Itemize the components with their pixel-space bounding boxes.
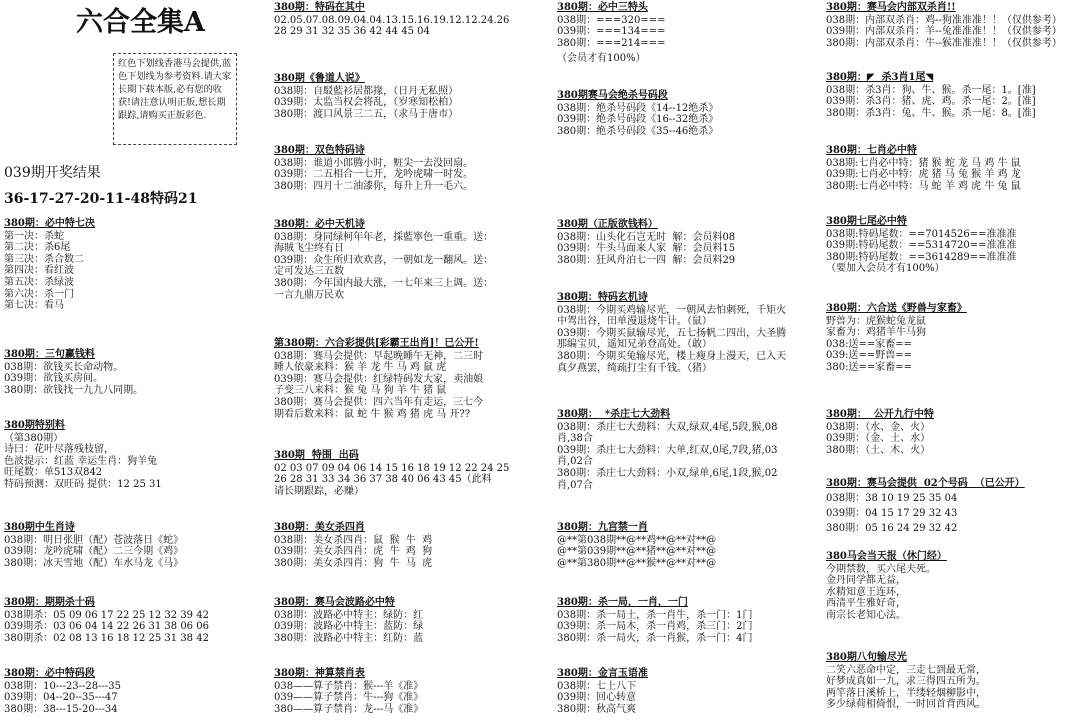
section-line: 038期：明日张胆（配）苍波落日《蛇》 (4, 534, 184, 546)
section-line: 039期：欲钱买房间。 (4, 373, 104, 385)
section-c4-2 (826, 145, 1078, 192)
section-title: 380期：赛马会波路必中特 (274, 597, 395, 608)
section-c4-0 (826, 2, 1078, 49)
section-line: 038期杀：05 09 06 17 22 25 12 32 39 42 (4, 609, 209, 621)
section-line: 第五决：杀绿波 (4, 276, 74, 288)
section-title: 380期：必中天机诗 (274, 219, 365, 230)
section-line: 038期：山头化石岂无时 解：会员料08 (557, 231, 736, 243)
section-c2-4 (274, 338, 540, 420)
section-line: 039期：众生所归欢欢喜，一朝如龙一翻风。送： (274, 254, 494, 266)
column-2 (270, 0, 542, 723)
section-line: 野兽为：虎猴蛇兔龙鼠 (826, 315, 926, 327)
section-title: 380期：特码在其中 (274, 2, 365, 13)
section-c2-7 (274, 597, 540, 644)
section-line: 380期：冰天雪地（配）车水马龙《马》 (4, 557, 184, 569)
section-line: 039期：（金、土、水） (826, 433, 931, 445)
column-4 (822, 0, 1080, 723)
section-title: 380期赛马会绝杀号码段 (557, 90, 668, 101)
section-c1-5 (4, 668, 263, 715)
section-line: 038期:特码尾数：==7014526==准准准 (826, 228, 1017, 240)
section-line: 038期：38 10 19 25 35 04 (826, 492, 958, 504)
section-line: @**第038期**@**鸡**@**对**@ (557, 534, 717, 546)
column-1 (0, 0, 265, 723)
section-c2-8 (274, 668, 540, 715)
section-line: 380期：（土、木、火） (826, 444, 931, 456)
section-title: 380期 特围 出码 (274, 450, 359, 461)
section-c2-0 (274, 2, 540, 38)
section-line: 039期：杀3肖：猪、虎、鸡。杀一尾：2。[准] (826, 96, 1036, 108)
section-c3-3 (557, 292, 816, 374)
section-line: 肖,02合 (557, 456, 593, 468)
section-line: 二笑六恶命中定，三走七到最无常， (826, 664, 986, 676)
section-line: 039——算子禁肖：牛---狗《准》 (274, 692, 424, 704)
section-title: 380期： *杀庄七大劲料 (557, 409, 671, 420)
section-title: 380期：特码玄机诗 (557, 292, 648, 303)
section-line: 380期：今期买兔输尽光，楼上瘦身上漫天，已入天 (557, 350, 787, 362)
section-title: 380期：九宫禁一肖 (557, 522, 648, 533)
section-line: （会员才有100%） (557, 53, 646, 65)
section-line: 380——算子禁肖：龙---马《准》 (274, 703, 424, 715)
section-title: 380期：六合送《野兽与家畜》 (826, 303, 967, 314)
section-c4-3 (826, 216, 1078, 275)
section-c3-2 (557, 219, 816, 266)
section-line: 039期：赛马会提供：红绿特码发大家，卖油娘 (274, 373, 484, 385)
section-line: 039期：牛头马面来人家 解：会员料15 (557, 243, 736, 255)
section-line: 第一决：杀蛇 (4, 230, 64, 242)
section-c1-2 (4, 420, 263, 491)
section-line: 038——算子禁肖：猴---羊《准》 (274, 680, 424, 692)
section-line: 好梦成真如一九，求三得四五所为。 (826, 676, 986, 688)
section-line: 旺尾数：单513双842 (4, 467, 103, 479)
section-line: 380期：杀一局火，杀一肖猴，杀一门：4门 (557, 632, 753, 644)
section-line: 380期：杀庄七大劲料：小双,绿单,6尾,1段,猴,02 (557, 467, 778, 479)
section-title: 380期：神算禁肖表 (274, 668, 365, 679)
page-title: 六合全集A (76, 7, 205, 38)
result-title: 039期开奖结果 (4, 165, 101, 181)
section-title: 380期：七肖必中特 (826, 145, 917, 156)
section-line: 一言九鼎万民欢 (274, 289, 344, 301)
section-line: 039期：美女杀四肖：虎 牛 鸡 狗 (274, 546, 433, 558)
section-title: 380期：双色特码诗 (274, 145, 365, 156)
section-line: 380期：四月十二油漆你，每升上升一毛六。 (274, 180, 474, 192)
section-line: 038期：自駁藍衫居都掾，（日月无私照） (274, 85, 459, 97)
section-line: 今期禁数，买六尾夫死。 (826, 563, 936, 575)
section-line: 038期：绝杀号码段《14--12绝杀》 (557, 102, 719, 114)
section-c3-6 (557, 597, 816, 644)
section-line: 真夕燕罢，绮疏打尘有千钱。（猪） (557, 362, 712, 374)
section-title: 380期（正版欲钱料） (557, 219, 658, 230)
section-line: 那编宝贝，遥知兄弟登高处。（敢） (557, 339, 712, 351)
section-c2-6 (274, 522, 540, 569)
section-c3-1 (557, 90, 816, 137)
section-c3-5 (557, 522, 816, 569)
result-numbers: 36-17-27-20-11-48特码21 (4, 191, 198, 207)
section-line: 038:送==家畜== (826, 338, 912, 350)
section-c4-5 (826, 409, 1078, 456)
section-title: 380期：赛马会内部双杀肖!! (826, 2, 956, 13)
section-c1-0 (4, 218, 263, 312)
section-title: 380期：美女杀四肖 (274, 522, 365, 533)
section-line: 380期：渡口风景三二五，（求马于唐市） (274, 108, 459, 120)
section-line: 039期：今期买鼠输尽光，五七扬帆二四出，大圣腾 (557, 327, 787, 339)
section-line: 038期：10---23--28---35 (4, 680, 122, 692)
section-line: 肖,07合 (557, 479, 593, 491)
section-title: 380期特别料 (4, 420, 65, 431)
section-title: 380期《鲁道人说》 (274, 73, 365, 84)
draw-result (4, 165, 263, 207)
section-line: 02 03 07 09 04 06 14 15 16 18 19 12 22 24 25 (274, 462, 510, 474)
section-c2-5 (274, 450, 540, 497)
section-line: 西清平生雅好奇， (826, 598, 906, 610)
section-title: 380马会当天报（休门经） (826, 551, 947, 562)
section-line: 039期：太监当权会将乱，（岁寒知松柏） (274, 97, 459, 109)
section-line: 家畜为：鸡猪羊牛马狗 (826, 327, 926, 339)
section-line: 第二决：杀6尾 (4, 242, 71, 254)
section-line: 380期:七肖必中特：马 蛇 羊 鸡 虎 牛 兔 鼠 (826, 180, 1021, 192)
section-line: 039期：龙吟虎啸（配）二三今期《鸡》 (4, 546, 184, 558)
section-c3-7 (557, 668, 816, 715)
section-line: 380期：赛马会提供：四六当年有走运，三七今 (274, 396, 484, 408)
section-line: 第四决：看红波 (4, 265, 74, 277)
section-line: 请长期跟踪，必赚） (274, 485, 364, 497)
section-c2-1 (274, 73, 540, 120)
section-title: 380期中生肖诗 (4, 522, 75, 533)
section-line: 038期：七上八下 (557, 680, 637, 692)
section-title: 380期： 公开九行中特 (826, 409, 934, 420)
section-c4-8 (826, 652, 1078, 711)
section-c4-6 (826, 478, 1078, 536)
section-line: 多少绿荷相倚恨，一时回首背西风。 (826, 699, 986, 711)
section-line: 380期杀：02 08 13 16 18 12 25 31 38 42 (4, 632, 209, 644)
section-line: 039期：杀庄七大劲料：大单,红双,0尾,7段,猪,03 (557, 444, 778, 456)
section-c1-4 (4, 597, 263, 644)
section-title: 380期：三句赢钱料 (4, 349, 95, 360)
section-line: 第六决：杀一门 (4, 288, 74, 300)
section-line: 金丹同学都无益， (826, 575, 906, 587)
section-line: 380期：内部双杀肖：牛--猴准准准！！（仅供参考） (826, 37, 1062, 49)
section-title: 380期：必中特七决 (4, 218, 95, 229)
section-line: 02.05.07.08.09.04.04.13.15.16.19.12.12.24.26 (274, 14, 510, 26)
section-line: 中驾出谷，田单漫退烧牛计。（鼠） (557, 316, 712, 328)
section-c3-0 (557, 2, 816, 65)
section-line: @**第039期**@**猪**@**对**@ (557, 546, 717, 558)
section-line: 380期：今年国内最大涨，一七年来三上调。送： (274, 277, 494, 289)
section-line: 肖,38合 (557, 433, 593, 445)
section-line: 380期：秋高气爽 (557, 703, 637, 715)
section-line: 038期：身同绿柯年年老，採藍寧色一重重。送： (274, 231, 494, 243)
section-line: 039:送==野兽== (826, 350, 912, 362)
section-line: 380期：美女杀四肖：狗 牛 马 虎 (274, 557, 433, 569)
section-line: 038期：欲钱买长命动物。 (4, 361, 124, 373)
section-line: 038期:七肖必中特：猪 猴 蛇 龙 马 鸡 牛 鼠 (826, 157, 1021, 169)
section-line: （要加入会员才有100%） (826, 263, 945, 275)
section-line: 380期：杀3肖：兔、牛、猴。杀一尾：8。[准] (826, 107, 1036, 119)
section-line: 诗曰：花叶尽落残枝留， (4, 444, 114, 456)
section-line: 色波提示：红蓝 幸运生肖：狗羊兔 (4, 455, 158, 467)
section-c2-3 (274, 219, 540, 301)
section-title: 380期八句输尽光 (826, 652, 907, 663)
section-line: 039期：04 15 17 29 32 43 (826, 507, 958, 519)
column-3 (553, 0, 818, 723)
section-c1-1 (4, 349, 263, 396)
section-line: 380期：05 16 24 29 32 42 (826, 522, 958, 534)
section-line: 海賊飞尘终有日 (274, 243, 344, 255)
section-c4-1 (826, 72, 1078, 119)
section-title: 380期：◤ 杀3肖1尾◥ (826, 72, 934, 83)
section-c4-4 (826, 303, 1078, 374)
section-c2-2 (274, 145, 540, 192)
section-line: 380:送==家畜== (826, 361, 912, 373)
section-line: 039期：波路必中特主：蓝防：绿 (274, 621, 424, 633)
section-line: 038期：美女杀四肖：鼠 猴 牛 鸡 (274, 534, 433, 546)
section-line: 380期：38---15-20---34 (4, 703, 118, 715)
section-line: 039期：===134=== (557, 26, 666, 38)
section-title: 380期：期期杀十码 (4, 597, 95, 608)
section-line: 039期杀：03 06 04 14 22 26 31 38 06 06 (4, 621, 209, 633)
section-line: 038期：杀一局土，杀一肖牛，杀一门：1门 (557, 609, 753, 621)
section-line: 380期：欲钱找一九九八同期。 (4, 384, 144, 396)
section-line: 26 28 31 33 34 36 37 38 40 06 43 45（此料 (274, 474, 492, 486)
section-line: 039期:七肖必中特：虎 猪 马 兔 猴 羊 鸡 龙 (826, 169, 1021, 181)
section-line: 第七决：看马 (4, 300, 64, 312)
section-line: 第三决：杀合数二 (4, 253, 84, 265)
section-line: 两竿落日溪桥上，半缕轻烟柳影中， (826, 687, 986, 699)
section-line: 038期：杀3肖：狗、牛、猴。杀一尾：1。[准] (826, 84, 1036, 96)
section-line: 期看后数来料：鼠 蛇 牛 猴 鸡 猪 虎 马 开?? (274, 408, 471, 420)
section-line: 038期：（水、金、火） (826, 421, 931, 433)
section-c3-4 (557, 409, 816, 491)
notice-box: 红色下划线香港马会提供,蓝色下划线为参考资料.请大家长期下载本版,必有您的收获!请注意认明正版,想长期跟踪,请购买正版彩色. (113, 53, 237, 145)
section-line: 039期：二五相合一七开，龙吟虎啸一时发。 (274, 169, 474, 181)
section-title: 380期七尾必中特 (826, 216, 907, 227)
section-line: 380期:特码尾数：==3614289==准准准 (826, 251, 1017, 263)
section-line: 039期：回心转意 (557, 692, 637, 704)
section-line: 038期：波路必中特主：绿防：红 (274, 609, 424, 621)
section-line: 睡人依豪来料：猴 羊 龙 牛 马 鸡 鼠 虎 (274, 362, 447, 374)
section-line: 380期：绝杀号码段《35--46绝杀》 (557, 125, 719, 137)
section-line: 380期：波路必中特主：红防：蓝 (274, 632, 424, 644)
section-title: 第380期：六合彩提供[彩霸王出肖]！已公开! (274, 338, 479, 349)
section-line: 038期：谁道小郎腾小时，赃尖一去没回扇。 (274, 157, 474, 169)
section-line: @**第380期**@**猴**@**对**@ (557, 557, 717, 569)
section-line: 039期：杀一局木，杀一肖鸡，杀三门：2门 (557, 621, 753, 633)
section-line: 28 29 31 32 35 36 42 44 45 04 (274, 26, 430, 38)
section-c1-3 (4, 522, 263, 569)
section-title: 380期：必中三特头 (557, 2, 648, 13)
section-line: 039期：04--20--35---47 (4, 692, 118, 704)
section-line: 038期：内部双杀肖：鸡--狗准准准！！（仅供参考） (826, 14, 1062, 26)
section-line: 380期：===214=== (557, 37, 666, 49)
section-line: 038期：===320=== (557, 14, 666, 26)
section-line: 南宗长老知心法。 (826, 609, 906, 621)
section-title: 380期：赛马会提供 02个号码 （已公开） (826, 478, 1025, 489)
section-line: 038期：杀庄七大劲料：大双,绿双,4尾,5段,猴,08 (557, 421, 778, 433)
section-title: 380期：杀一局，一肖，一门 (557, 597, 688, 608)
section-line: 039期:特码尾数：==5314720==准准准 (826, 240, 1017, 252)
section-c4-7 (826, 551, 1078, 622)
section-line: 038期：赛马会提供：早起晚睡午无神，二三时 (274, 350, 484, 362)
section-line: 特码预测：双旺码 提供：12 25 31 (4, 478, 162, 490)
section-line: 定可发达三五数 (274, 266, 344, 278)
section-line: 039期：绝杀号码段《16--32绝杀》 (557, 114, 719, 126)
section-line: 039期：内部双杀肖：羊--兔准准准！！（仅供参考） (826, 26, 1062, 38)
section-line: 380期：狂风舟泊七一四 解：会员料29 (557, 254, 736, 266)
section-line: 水精知意王连环， (826, 586, 906, 598)
section-line: 子变三八来料：猴 兔 马 狗 羊 牛 猪 鼠 (274, 385, 447, 397)
section-line: （第380期） (4, 432, 64, 444)
section-title: 380期：必中特码段 (4, 668, 95, 679)
section-title: 380期：金言玉语准 (557, 668, 648, 679)
section-line: 038期：今期买鸡输尽光，一朝风去怕刺死，千矩火 (557, 304, 787, 316)
